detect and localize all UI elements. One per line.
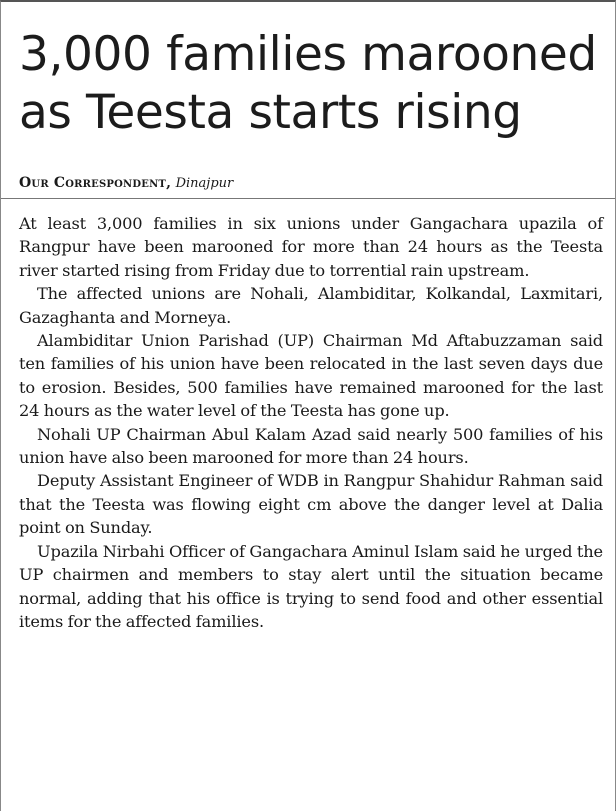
paragraph-6: Upazila Nirbahi Officer of Gangachara Aminul Islam said he urged the UP chairmen and members to stay alert until the situation became normal, adding that his office is trying to send food and other essential items for the affected families. <box>19 541 603 631</box>
paragraph-1: At least 3,000 families in six unions under Gangachara upazila of Rangpur have been marooned for more than 24 hours as the Teesta river started rising from Friday due to torrential rain upstream. <box>19 214 603 280</box>
byline <box>19 174 233 193</box>
headline-line-1: 3,000 families marooned <box>19 27 597 82</box>
paragraph-4: Nohali UP Chairman Abul Kalam Azad said nearly 500 families of his union have also been marooned for more than 24 hours. <box>19 424 603 468</box>
headline-line-2: as Teesta starts rising <box>19 85 522 140</box>
headline <box>19 26 609 142</box>
paragraph-5: Deputy Assistant Engineer of WDB in Rangpur Shahidur Rahman said that the Teesta was flowing eight cm above the danger level at Dalia point on Sunday. <box>19 471 603 538</box>
byline-author: Our Correspondent, <box>19 175 172 191</box>
paragraph-3: Alambiditar Union Parishad (UP) Chairman Md Aftabuzzaman said ten families of his union have been relocated in the last seven days due to erosion. Besides, 500 families have remained marooned for the last 24 hours as the water level of the Teesta has gone up. <box>19 331 603 421</box>
paragraph-2: The affected unions are Nohali, Alambiditar, Kolkandal, Laxmitari, Gazaghanta and Morneya. <box>19 284 603 327</box>
byline-divider <box>1 198 615 199</box>
byline-place: Dinajpur <box>175 176 234 191</box>
article-body <box>19 212 603 633</box>
